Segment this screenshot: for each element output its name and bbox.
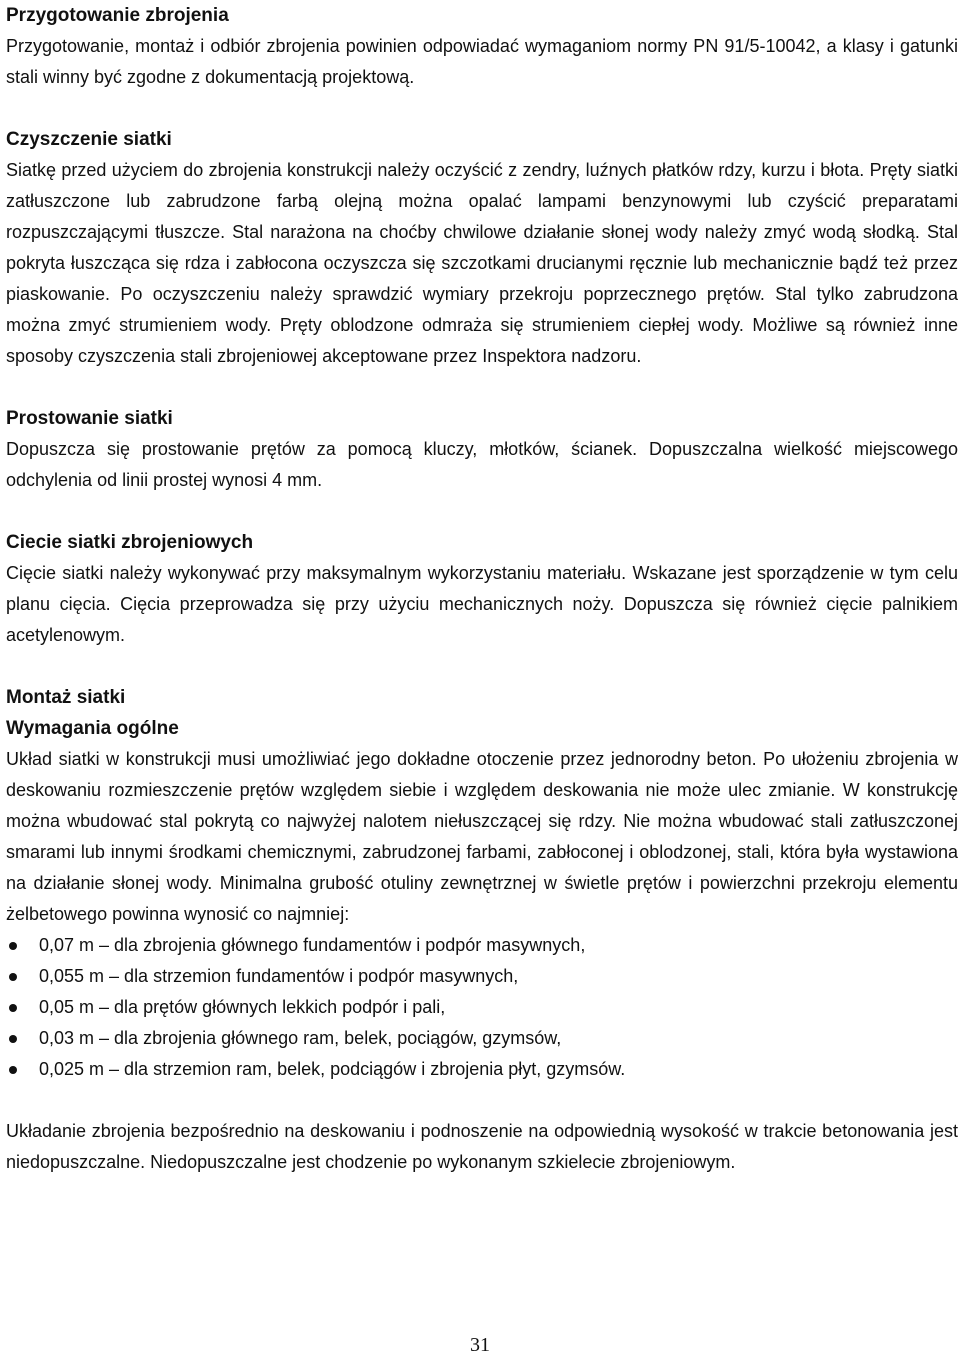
list-item: [6, 1023, 958, 1054]
list-item: [6, 961, 958, 992]
list-item-text: 0,05 m – dla prętów głównych lekkich podpór i pali,: [39, 997, 446, 1017]
list-item-text: 0,055 m – dla strzemion fundamentów i podpór masywnych,: [39, 966, 519, 986]
section-paragraph: Przygotowanie, montaż i odbiór zbrojenia powinien odpowiadać wymaganiom normy PN 91/5-10042, a klasy i gatunki stali winny być zgodne z dokumentacją projektową.: [6, 36, 958, 87]
bullet-icon: [9, 1066, 17, 1074]
list-item: [6, 930, 958, 961]
section-paragraph: Układ siatki w konstrukcji musi umożliwiać jego dokładne otoczenie przez jednorodny beton. Po ułożeniu zbrojenia w deskowaniu rozmieszczenie prętów względem siebie i względem deskowania nie może ulec zmianie. W konstrukcję można wbudować stal pokrytą co najwyżej nalotem niełuszczącej się rdzy. Nie można wbudować stali zatłuszczonej smarami lub innymi środkami chemicznymi, zabrudzonej farbami, zabłoconej i oblodzonej, stali, która była wystawiona na działanie słonej wody. Minimalna grubość otuliny zewnętrznej w świetle prętów i powierzchni przekroju elementu żelbetowego powinna wynosić co najmniej:: [6, 749, 958, 924]
bullet-icon: [9, 973, 17, 981]
cover-thickness-list: [6, 930, 958, 1085]
closing-paragraph: Układanie zbrojenia bezpośrednio na deskowaniu i podnoszenie na odpowiednią wysokość w trakcie betonowania jest niedopuszczalne. Niedopuszczalne jest chodzenie po wykonanym szkielecie zbrojeniowym.: [6, 1121, 958, 1172]
document-page: [6, 0, 958, 1178]
section-ciecie: [6, 527, 958, 651]
section-heading: Czyszczenie siatki: [6, 129, 172, 150]
list-item-text: 0,07 m – dla zbrojenia głównego fundamentów i podpór masywnych,: [39, 935, 586, 955]
bullet-icon: [9, 1035, 17, 1043]
section-czyszczenie: [6, 124, 958, 372]
list-item: [6, 1054, 958, 1085]
section-montaz: [6, 682, 958, 1178]
section-heading: Ciecie siatki zbrojeniowych: [6, 532, 254, 553]
list-item-text: 0,025 m – dla strzemion ram, belek, podciągów i zbrojenia płyt, gzymsów.: [39, 1059, 626, 1079]
section-prostowanie: [6, 403, 958, 496]
section-przygotowanie: [6, 0, 958, 93]
list-item-text: 0,03 m – dla zbrojenia głównego ram, belek, pociągów, gzymsów,: [39, 1028, 562, 1048]
bullet-icon: [9, 1004, 17, 1012]
bullet-icon: [9, 942, 17, 950]
list-item: [6, 992, 958, 1023]
section-subheading: Wymagania ogólne: [6, 718, 179, 739]
section-paragraph: Siatkę przed użyciem do zbrojenia konstrukcji należy oczyścić z zendry, luźnych płatków rdzy, kurzu i błota. Pręty siatki zatłuszczone lub zabrudzone farbą olejną można opalać lampami benzynowymi lub czyścić preparatami rozpuszczającymi tłuszcze. Stal narażona na choćby chwilowe działanie słonej wody należy zmyć wodą słodką. Stal pokryta łuszcząca się rdza i zabłocona oczyszcza się szczotkami drucianymi ręcznie lub mechanicznie bądź też przez piaskowanie. Po oczyszczeniu należy sprawdzić wymiary przekroju poprzecznego prętów. Stal tylko zabrudzona można zmyć strumieniem wody. Pręty oblodzone odmraża się strumieniem ciepłej wody. Możliwe są również inne sposoby czyszczenia stali zbrojeniowej akceptowane przez Inspektora nadzoru.: [6, 160, 958, 366]
section-heading: Przygotowanie zbrojenia: [6, 5, 229, 26]
section-heading: Montaż siatki: [6, 687, 126, 708]
section-heading: Prostowanie siatki: [6, 408, 173, 429]
page-number: 31: [470, 1334, 490, 1356]
section-paragraph: Dopuszcza się prostowanie prętów za pomocą kluczy, młotków, ścianek. Dopuszczalna wielkość miejscowego odchylenia od linii prostej wynosi 4 mm.: [6, 439, 958, 490]
section-paragraph: Cięcie siatki należy wykonywać przy maksymalnym wykorzystaniu materiału. Wskazane jest sporządzenie w tym celu planu cięcia. Cięcia przeprowadza się przy użyciu mechanicznych noży. Dopuszcza się również cięcie palnikiem acetylenowym.: [6, 563, 958, 645]
